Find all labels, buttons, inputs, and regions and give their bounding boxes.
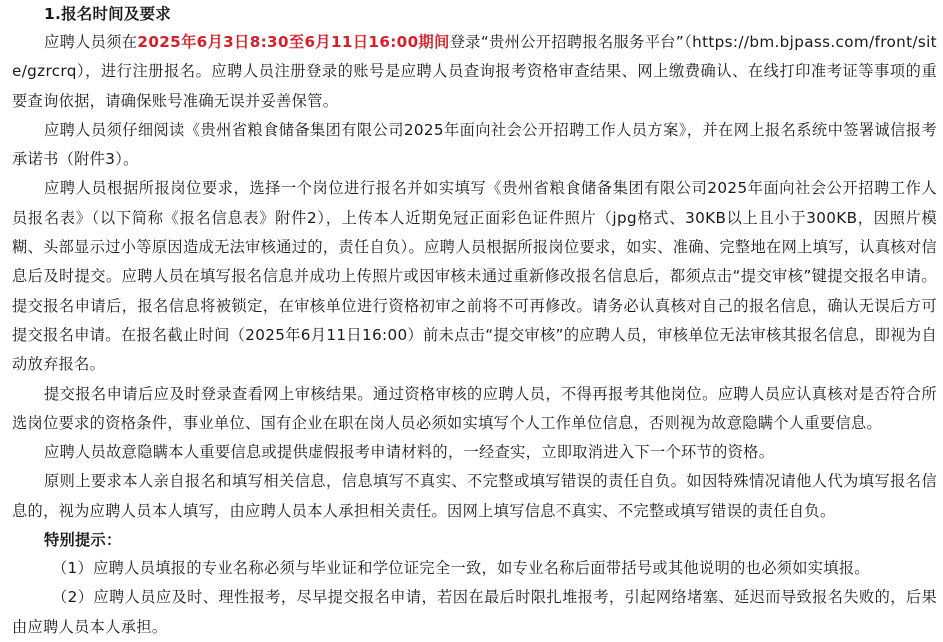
- paragraph-fill-form: 应聘人员根据所报岗位要求，选择一个岗位进行报名并如实填写《贵州省粮食储备集团有限公司2025年面向社会公开招聘工作人员报名表》（以下简称《报名信息表》附件2），上传本人近期免冠正面彩色证件照片（jpg格式、30KB以上且小于300KB，因照片模糊、头部显示过小等原因造成无法审核通过的，责任自负）。应聘人员根据所报岗位要求，如实、准确、完整地在网上填写，认真核对信息后及时提交。应聘人员在填写报名信息并成功上传照片或因审核未通过重新修改报名信息后，都须点击“提交审核”键提交报名申请。提交报名申请后，报名信息将被锁定，在审核单位进行资格初审之前将不可再修改。请务必认真核对自己的报名信息，确认无误后方可提交报名申请。在报名截止时间（2025年6月11日16:00）前未点击“提交审核”的应聘人员，审核单位无法审核其报名信息，即视为自动放弃报名。: [12, 179, 937, 374]
- paragraph-read-plan: 应聘人员须仔细阅读《贵州省粮食储备集团有限公司2025年面向社会公开招聘工作人员方案》，并在网上报名系统中签署诚信报考承诺书（附件3）。: [12, 120, 937, 169]
- registration-time-rest: 登录“贵州公开招聘报名服务平台”（https://bm.bjpass.com/front/site/gzrcrq），进行注册报名。应聘人员注册登录的账号是应聘人员查询报考资格审查结果、网上缴费确认、在线打印准考证等事项的重要查询依据，请确保账号准确无误并妥善保管。: [12, 33, 937, 110]
- special-notice-title: 特别提示：: [44, 531, 122, 550]
- paragraph-registration-time: [12, 28, 937, 116]
- registration-period-highlight: 2025年6月3日8:30至6月11日16:00期间: [137, 33, 450, 51]
- section-heading: 1.报名时间及要求: [44, 5, 171, 23]
- paragraph-false-info: 应聘人员故意隐瞒本人重要信息或提供虚假报考申请材料的，一经查实，立即取消进入下一个环节的资格。: [44, 443, 775, 462]
- registration-time-lead: 应聘人员须在: [44, 33, 138, 51]
- paragraph-review-result: 提交报名申请后应及时登录查看网上审核结果。通过资格审核的应聘人员，不得再报考其他岗位。应聘人员应认真核对是否符合所选岗位要求的资格条件，事业单位、国有企业在职在岗人员必须如实填写个人工作单位信息，否则视为故意隐瞒个人重要信息。: [12, 384, 937, 432]
- paragraph-self-registration: 原则上要求本人亲自报名和填写相关信息，信息填写不真实、不完整或填写错误的责任自负。如因特殊情况请他人代为填写报名信息的，视为应聘人员本人填写，由应聘人员本人承担相关责任。因网上填写信息不真实、不完整或填写错误的责任自负。: [12, 472, 937, 520]
- special-notice-item-1: （1）应聘人员填报的专业名称必须与毕业证和学位证完全一致，如专业名称后面带括号或其他说明的也必须如实填报。: [52, 559, 870, 578]
- special-notice-item-2: （2）应聘人员应及时、理性报考，尽早提交报名申请，若因在最后时限扎堆报考，引起网络堵塞、延迟而导致报名失败的，后果由应聘人员本人承担。: [12, 588, 937, 636]
